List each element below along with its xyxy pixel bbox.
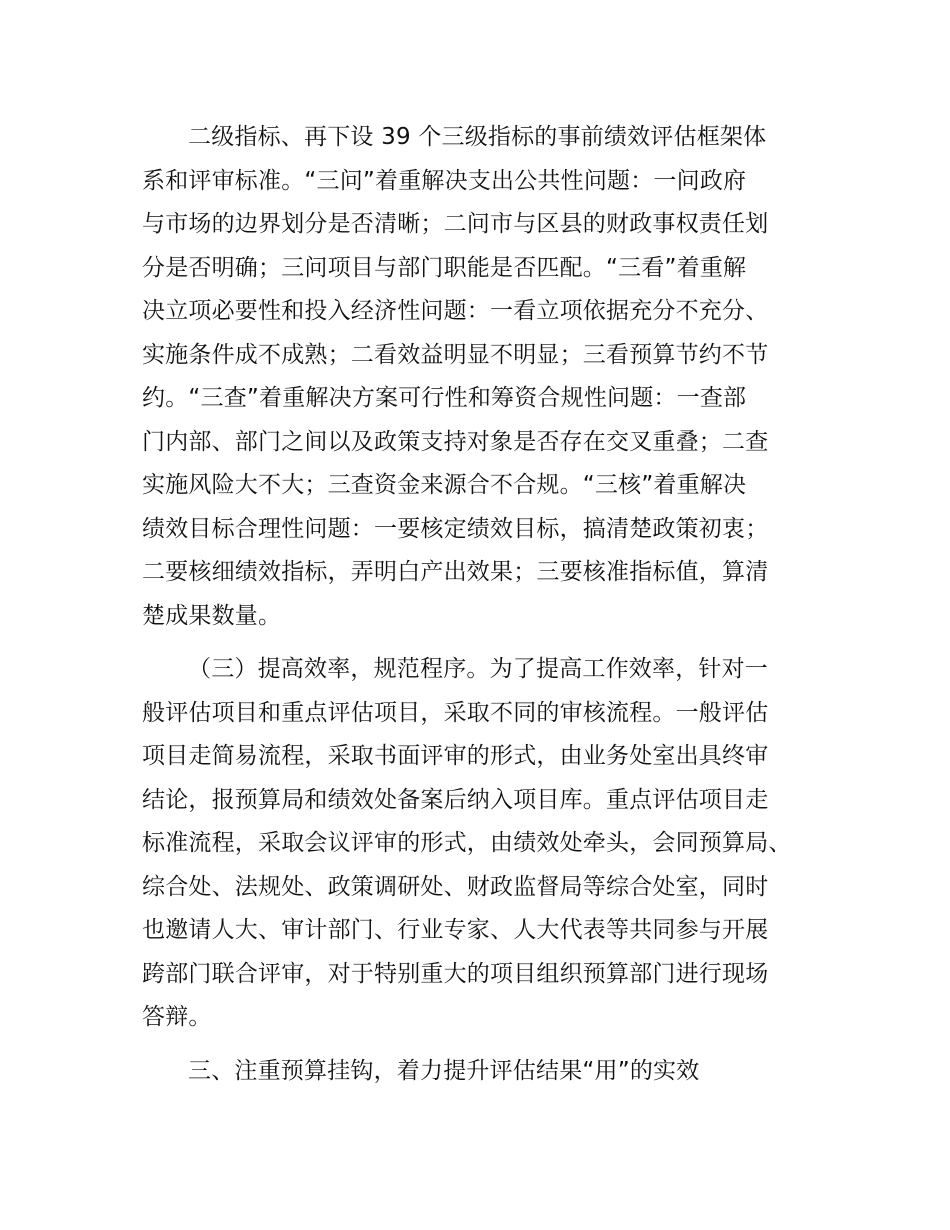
- text-line: 综合处、法规处、政策调研处、财政监督局等综合处室，同时: [142, 873, 769, 900]
- section-heading-text: 三、注重预算挂钩，着力提升评估结果“用”的实效: [188, 1057, 700, 1084]
- text-line: 约。“三查”着重解决方案可行性和筹资合规性问题：一查部: [142, 385, 747, 411]
- text-line: 实施风险大不大；三查资金来源合不合规。“三核”着重解决: [142, 472, 747, 498]
- section-heading: [142, 1050, 822, 1094]
- paragraph-spacer: [142, 638, 822, 648]
- text-line: 与市场的边界划分是否清晰；二问市与区县的财政事权责任划: [142, 211, 769, 237]
- document-body: [142, 116, 822, 1093]
- text-line: 般评估项目和重点评估项目，采取不同的审核流程。一般评估: [142, 699, 769, 726]
- paragraph-framework: [142, 116, 822, 638]
- text-line: 二级指标、再下设 39 个三级指标的事前绩效评估框架体: [188, 124, 767, 150]
- text-line: 楚成果数量。: [142, 602, 282, 629]
- text-line: 也邀请人大、审计部门、行业专家、人大代表等共同参与开展: [142, 917, 769, 943]
- text-line: 跨部门联合评审，对于特别重大的项目组织预算部门进行现场: [142, 960, 769, 987]
- text-line: 标准流程，采取会议评审的形式，由绩效处牵头，会同预算局、: [142, 830, 792, 856]
- text-line: 决立项必要性和投入经济性问题：一看立项依据充分不充分、: [142, 298, 769, 324]
- text-line: 二要核细绩效指标，弄明白产出效果；三要核准指标值，算清: [142, 559, 769, 585]
- text-line: 结论，报预算局和绩效处备案后纳入项目库。重点评估项目走: [142, 786, 769, 813]
- text-line: 门内部、部门之间以及政策支持对象是否存在交叉重叠；二查: [142, 428, 769, 455]
- text-line: 实施条件成不成熟；二看效益明显不明显；三看预算节约不节: [142, 341, 769, 368]
- text-line: 绩效目标合理性问题：一要核定绩效目标，搞清楚政策初衷；: [142, 515, 769, 542]
- text-line: 答辩。: [142, 1004, 212, 1030]
- text-line: 项目走简易流程，采取书面评审的形式，由业务处室出具终审: [142, 743, 769, 769]
- text-line: （三）提高效率，规范程序。为了提高工作效率，针对一: [188, 656, 768, 682]
- text-line: 分是否明确；三问项目与部门职能是否匹配。“三看”着重解: [142, 254, 747, 281]
- paragraph-spacer: [142, 1040, 822, 1050]
- paragraph-efficiency: [142, 648, 822, 1040]
- text-line: 系和评审标准。“三问”着重解决支出公共性问题：一问政府: [142, 167, 747, 194]
